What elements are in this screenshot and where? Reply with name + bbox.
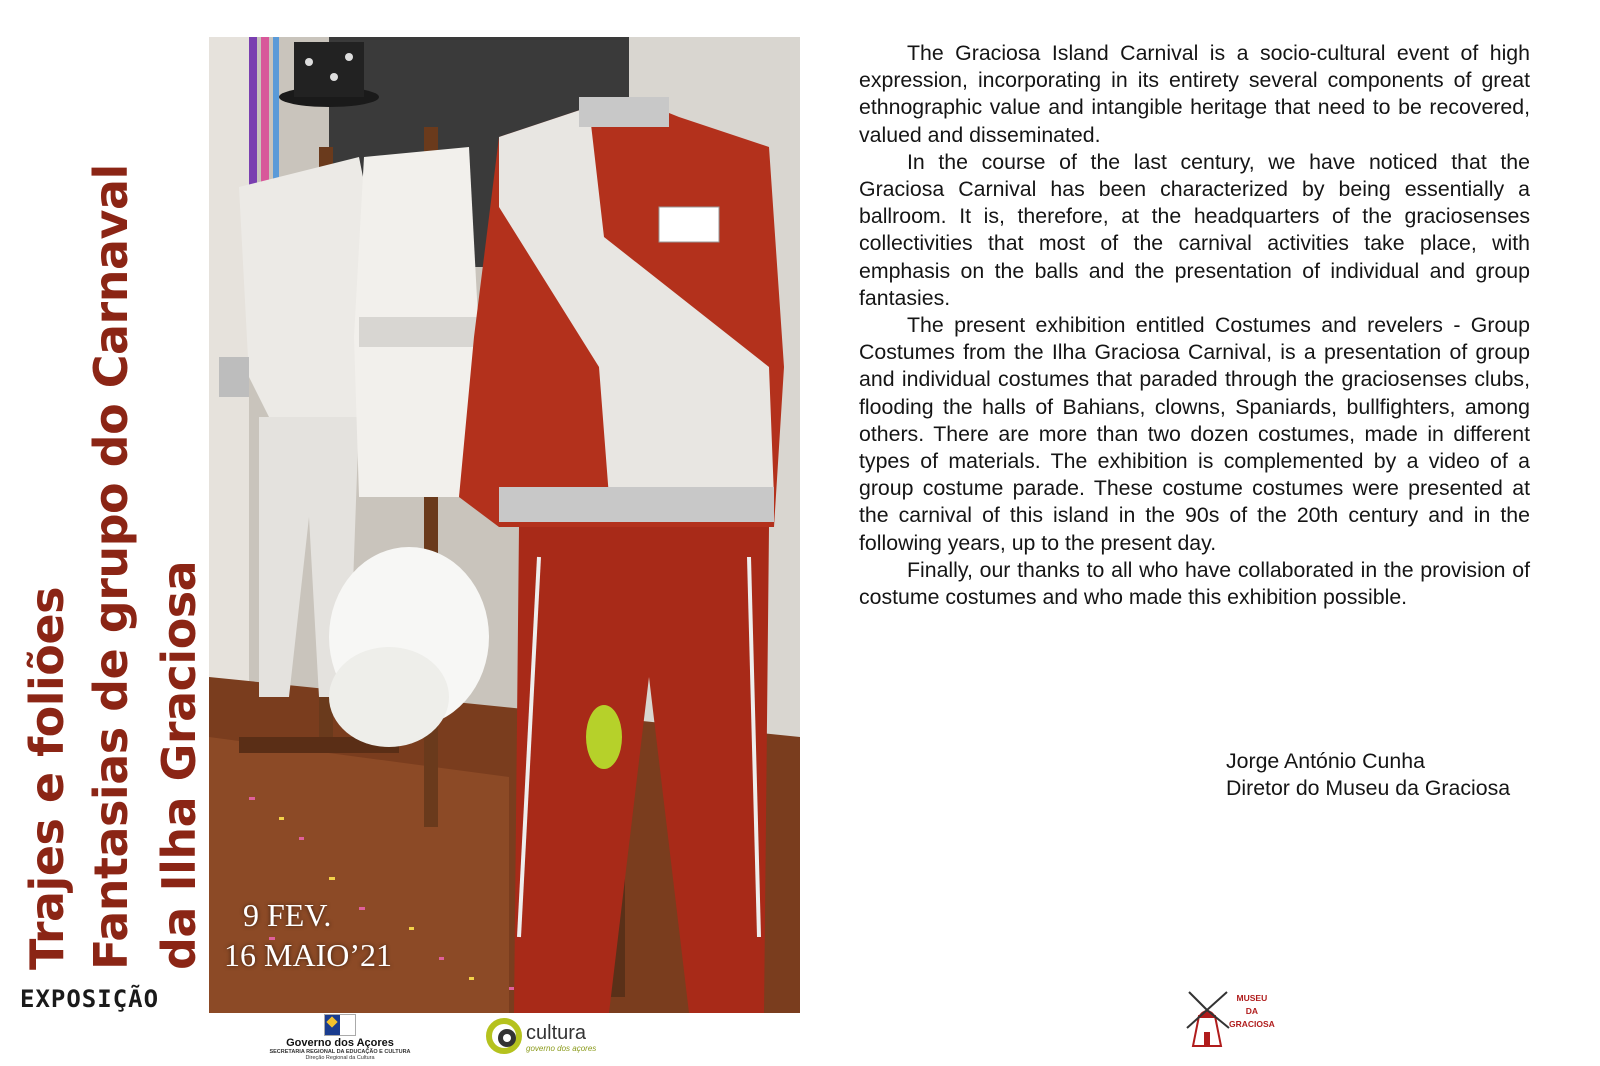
- cultura-mark-icon: [486, 1018, 522, 1054]
- paragraph-1: The Graciosa Island Carnival is a socio-cultural event of high expression, incorporating in its entirety several components of great ethnographic value and intangible heritage that need to be recovered, valued and disseminated.: [859, 41, 1530, 147]
- poster-title-line2: Fantasias de grupo do Carnaval: [84, 164, 138, 970]
- cultura-logo: [486, 1018, 626, 1058]
- cultura-logo-name: cultura: [526, 1022, 587, 1044]
- museum-logo-text: [1229, 992, 1275, 1031]
- azores-flag-icon: [324, 1014, 356, 1036]
- signature-block: [1226, 748, 1510, 802]
- museu-graciosa-logo: [1183, 986, 1273, 1050]
- gov-logo-name: Governo dos Açores: [286, 1037, 394, 1049]
- date-start: 9 FEV.: [243, 897, 332, 933]
- paragraph-2: In the course of the last century, we have noticed that the Graciosa Carnival has been characterized by being essentially a ballroom. It is, therefore, at the headquarters of the graciosenses collectivities that most of the carnival activities take place, with emphasis on the balls and the presentation of individual and group fantasies.: [859, 149, 1530, 310]
- exhibition-text: [859, 40, 1530, 611]
- costume-photo: [209, 37, 800, 1013]
- paragraph-3: The present exhibition entitled Costumes and revelers - Group Costumes from the Ilha Graciosa Carnival, is a presentation of group and individual costumes that paraded through the graciosenses clubs, flooding the halls of Bahians, clowns, Spaniards, bullfighters, among others. There are more than two dozen costumes, made in different types of materials. The exhibition is complemented by a video of a group costume parade. These costume costumes were presented at the carnival of this island in the 90s of the 20th century and in the following years, up to the present day.: [859, 313, 1530, 555]
- governo-acores-logo: [260, 1014, 420, 1066]
- poster-title-line1: Trajes e foliões: [20, 587, 74, 970]
- date-end: 16 MAIO’21: [224, 937, 392, 973]
- poster-title-line3: da Ilha Graciosa: [152, 560, 206, 970]
- gov-logo-sub1: SECRETARIA REGIONAL DA EDUCAÇÃO E CULTURA: [269, 1049, 411, 1055]
- signature-title: Diretor do Museu da Graciosa: [1226, 776, 1511, 801]
- paragraph-4: Finally, our thanks to all who have collaborated in the provision of costume costumes and who made this exhibition possible.: [859, 557, 1530, 610]
- signature-name: Jorge António Cunha: [1226, 749, 1425, 773]
- exhibition-label: EXPOSIÇÃO: [20, 985, 160, 1013]
- museum-logo-line1: MUSEU: [1236, 993, 1268, 1003]
- gov-logo-sub2: Direção Regional da Cultura: [305, 1055, 375, 1061]
- windmill-icon: [1183, 986, 1233, 1050]
- museum-logo-line3: GRACIOSA: [1229, 1019, 1275, 1029]
- museum-logo-line2: DA: [1245, 1006, 1259, 1016]
- cultura-logo-sub: governo dos açores: [526, 1044, 597, 1053]
